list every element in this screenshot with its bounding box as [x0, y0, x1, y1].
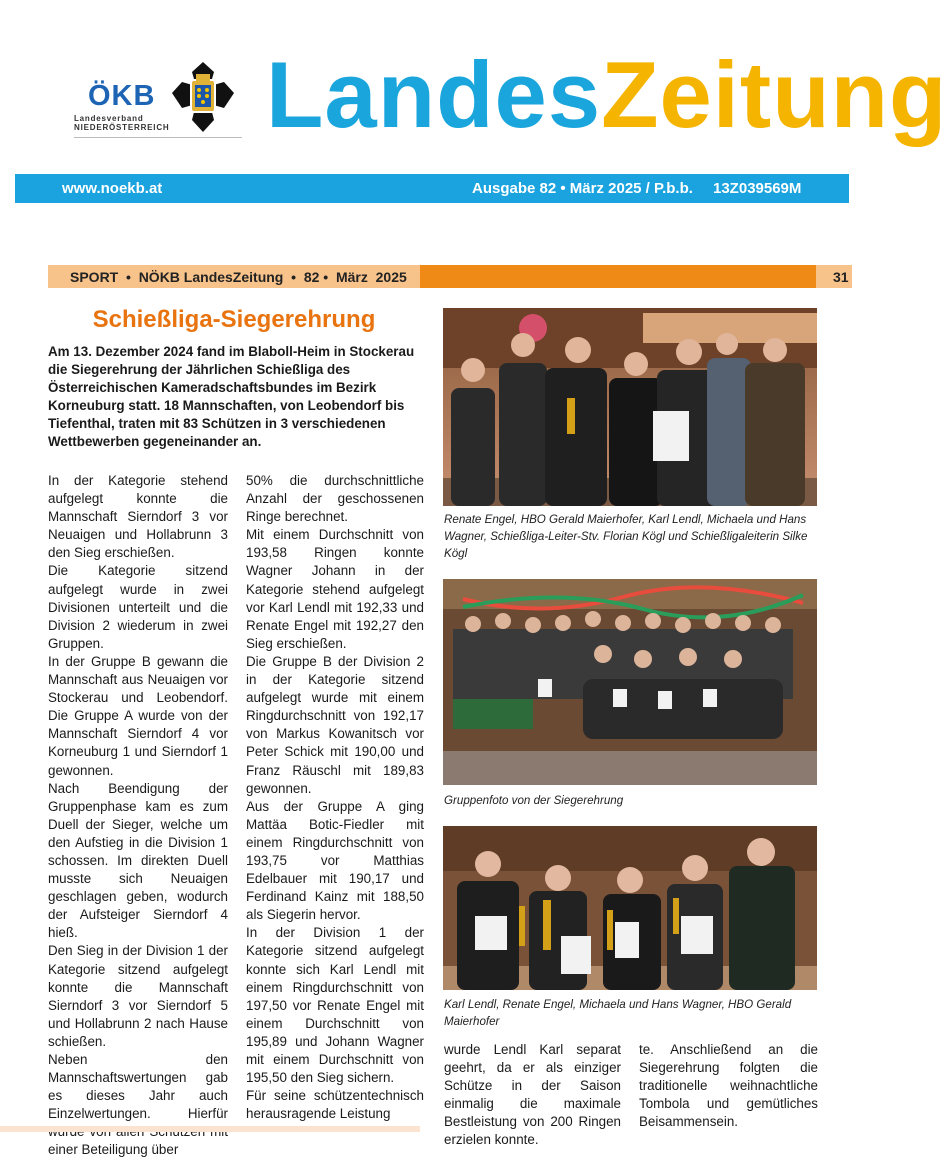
paragraph: Für seine schützentechnisch herausragende Leistung: [246, 1088, 424, 1122]
award-photo-3: [443, 826, 817, 990]
paragraph: te. Anschließend an die Siegerehrung folgten die traditionelle weihnachtliche Tombola und gemütliches Beisammensein.: [639, 1042, 818, 1130]
article-headline: Schießliga-Siegerehrung: [92, 306, 376, 333]
photo-caption-3: Karl Lendl, Renate Engel, Michaela und Hans Wagner, HBO Gerald Maierhofer: [444, 998, 792, 1028]
logo-underline: [74, 137, 242, 138]
footer-strip: [0, 1126, 420, 1132]
website-link[interactable]: www.noekb.at: [62, 180, 163, 197]
article-column-4: [639, 1041, 818, 1131]
section-bar-accent: [420, 265, 816, 288]
okb-logo-subtitle: Landesverband NIEDERÖSTERREICH: [74, 114, 170, 132]
paragraph: wurde Lendl Karl separat geehrt, da er als einziger Schütze in der Saison einmalig die maximale Bestleistung von 200 Ringen erzielen konnte.: [444, 1042, 621, 1148]
paragraph: Nach Beendigung der Gruppenphase kam es zum Duell der Sieger, welche um den Aufstieg in die Division 1 schossen. Im direkten Duell musste sich Neuaigen geschlagen geben, wodurch der Aufsteiger Sierndorf 4 hieß.: [48, 780, 228, 941]
okb-logo-text: ÖKB: [88, 80, 156, 112]
photo-caption-2: Gruppenfoto von der Siegerehrung: [444, 794, 624, 807]
article-lead: Am 13. Dezember 2024 fand im Blaboll-Heim in Stockerau die Siegerehrung der Jährlichen Schießliga des Österreichischen Kameradschaftsbundes im Bezirk Korneuburg statt. 18 Mannschaften, von Leobendorf bis Tiefenthal, traten mit 83 Schützen in 3 verschiedenen Wettbewerben gegeneinander an.: [48, 344, 415, 450]
masthead-title: LandesZeitung: [266, 42, 947, 147]
registration-code: 13Z039569M: [713, 180, 802, 197]
paragraph: In der Gruppe B gewann die Mannschaft aus Neuaigen vor Stockerau und Leobendorf. Die Gruppe A wurde von der Mannschaft Sierndorf 4 vor Korneuburg 1 und Sierndorf 1 gewonnen.: [48, 653, 228, 778]
page-number: 31: [833, 269, 849, 285]
article-column-2: [246, 472, 424, 1123]
award-photo-2: [443, 579, 817, 785]
photo-caption-1: Renate Engel, HBO Gerald Maierhofer, Karl Lendl, Michaela und Hans Wagner, Schießliga-Leiter-Stv. Florian Kögl und Schießligaleiterin Silke Kögl: [444, 513, 808, 560]
paragraph: 50% die durchschnittliche Anzahl der geschossenen Ringe berechnet.: [246, 473, 424, 525]
section-label: SPORT • NÖKB LandesZeitung • 82 • März 2025: [70, 269, 407, 285]
issue-info: Ausgabe 82 • März 2025 / P.b.b.: [472, 180, 693, 197]
paragraph: Neben den Mannschaftswertungen gab es dieses Jahr auch Einzelwertungen. Hierfür einer Beteiligung über: [48, 1052, 228, 1158]
article-column-1: [48, 472, 228, 1160]
paragraph: Aus der Gruppe A ging Mattäa Botic-Fiedler mit einem Ringdurchschnitt von 193,75 vor Matthias Edelbauer mit 190,17 und Ferdinand Kainz mit 188,50 als Siegerin hervor.: [246, 798, 424, 923]
paragraph: In der Kategorie stehend aufgelegt konnte die Mannschaft Sierndorf 3 vor Neuaigen und Hollabrunn 3 den Sieg erschießen.: [48, 473, 228, 561]
masthead-info-bar: [15, 174, 849, 203]
paragraph: In der Division 1 der Kategorie sitzend aufgelegt konnte sich Karl Lendl mit einem Ringdurchschnitt von 197,50 vor Renate Engel mit einem Durchschnitt von 195,89 und Johann Wagner mit einem Durchschnitt von 195,50 den Sieg sichern.: [246, 925, 424, 1086]
paragraph: Die Gruppe B der Division 2 in der Kategorie sitzend aufgelegt wurde mit einem Ringdurchschnitt von 192,17 von Markus Kowanitsch vor Peter Schick mit 190,00 und Franz Räuschl mit 189,83 gewonnen.: [246, 653, 424, 796]
okb-cross-emblem: [164, 58, 242, 136]
paragraph: Die Kategorie sitzend aufgelegt wurde in zwei Divisionen unterteilt und die Division 2 wiederum in zwei Gruppen.: [48, 563, 228, 651]
article-column-3: [444, 1041, 621, 1150]
paragraph: Den Sieg in der Division 1 der Kategorie sitzend aufgelegt konnte die Mannschaft Sierndorf 3 vor Sierndorf 5 und Hollabrunn 2 nach Hause schießen.: [48, 943, 228, 1049]
paragraph: Mit einem Durchschnitt von 193,58 Ringen konnte Wagner Johann in der Kategorie stehend aufgelegt vor Karl Lendl mit 192,33 und Renate Engel mit 192,27 den Sieg erschießen.: [246, 527, 424, 651]
award-photo-1: [443, 308, 817, 506]
